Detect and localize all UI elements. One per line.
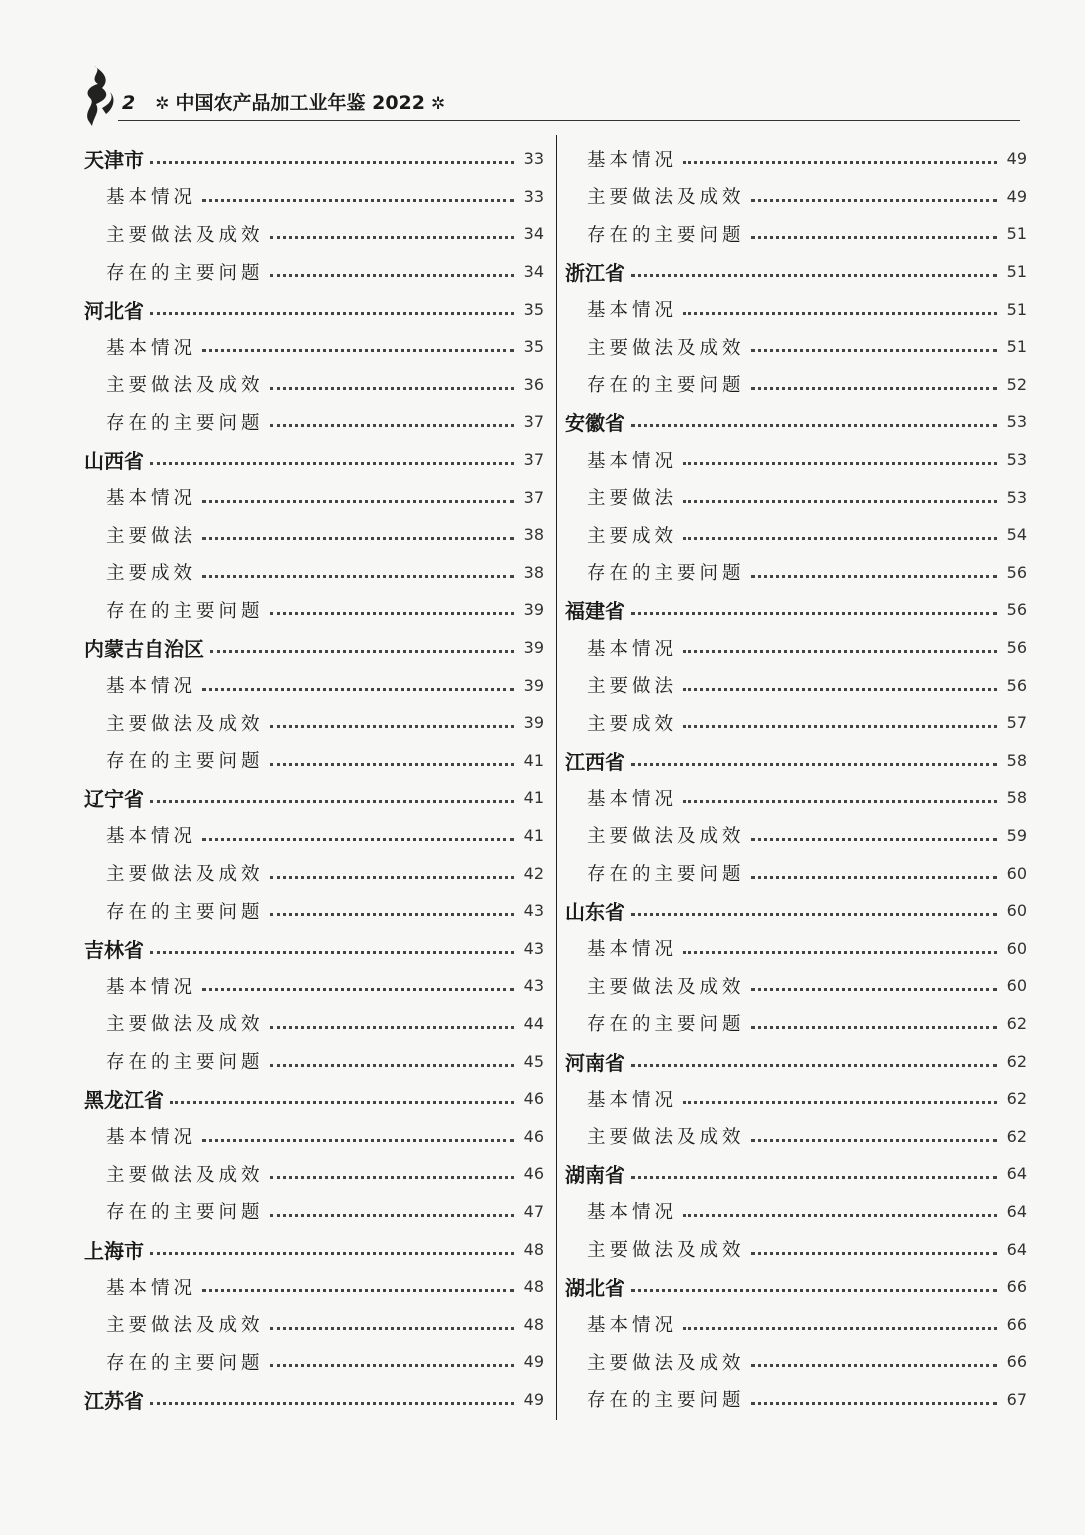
toc-subsection-entry[interactable] — [563, 1230, 1027, 1268]
toc-subsection-entry[interactable] — [563, 1381, 1027, 1419]
dot-leader — [150, 1252, 514, 1255]
toc-entry-title: 主要做法及成效 — [587, 337, 745, 359]
dot-leader — [631, 763, 997, 766]
toc-subsection-entry[interactable] — [82, 215, 544, 253]
toc-entry-page: 46 — [523, 1164, 544, 1184]
toc-entry-page: 60 — [1006, 938, 1027, 958]
dot-leader — [631, 612, 997, 615]
toc-entry-title: 存在的主要问题 — [106, 412, 264, 434]
toc-subsection-entry[interactable] — [82, 403, 544, 441]
toc-entry-page: 37 — [523, 450, 544, 470]
toc-subsection-entry[interactable] — [563, 328, 1027, 366]
toc-entry-title: 基本情况 — [587, 638, 678, 660]
toc-entry-page: 47 — [523, 1201, 544, 1221]
toc-subsection-entry[interactable] — [563, 854, 1027, 892]
toc-entry-title: 基本情况 — [106, 1277, 197, 1299]
dot-leader — [270, 387, 514, 390]
toc-entry-title: 基本情况 — [106, 337, 197, 359]
dot-leader — [751, 1402, 997, 1405]
toc-subsection-entry[interactable] — [82, 1305, 544, 1343]
toc-entry-page: 37 — [523, 412, 544, 432]
toc-entry-page: 64 — [1006, 1239, 1027, 1259]
toc-section-entry[interactable] — [82, 441, 544, 479]
dot-leader — [202, 1139, 514, 1142]
toc-subsection-entry[interactable] — [82, 967, 544, 1005]
toc-entry-title: 基本情况 — [106, 187, 197, 209]
toc-entry-title: 基本情况 — [106, 676, 197, 698]
toc-entry-page: 43 — [523, 938, 544, 958]
dot-leader — [683, 800, 997, 803]
toc-entry-title: 基本情况 — [587, 1089, 678, 1111]
toc-subsection-entry[interactable] — [82, 1268, 544, 1306]
dot-leader — [683, 161, 997, 164]
dot-leader — [631, 913, 997, 916]
toc-entry-page: 51 — [1006, 337, 1027, 357]
toc-subsection-entry[interactable] — [82, 892, 544, 930]
dot-leader — [150, 951, 514, 954]
toc-subsection-entry[interactable] — [82, 554, 544, 592]
dot-leader — [270, 612, 514, 615]
toc-entry-title: 主要做法及成效 — [587, 976, 745, 998]
dot-leader — [683, 650, 997, 653]
toc-entry-page: 48 — [523, 1314, 544, 1334]
book-logo-icon — [80, 64, 120, 128]
toc-entry-title: 主要做法及成效 — [106, 1315, 264, 1337]
toc-subsection-entry[interactable] — [82, 1155, 544, 1193]
dot-leader — [631, 1289, 997, 1292]
toc-entry-title: 上海市 — [84, 1238, 144, 1263]
dot-leader — [202, 199, 514, 202]
toc-subsection-entry[interactable] — [563, 779, 1027, 817]
book-title: 中国农产品加工业年鉴 2022 — [175, 92, 425, 114]
dot-leader — [751, 236, 997, 239]
dot-leader — [202, 688, 514, 691]
toc-subsection-entry[interactable] — [82, 516, 544, 554]
toc-subsection-entry[interactable] — [563, 215, 1027, 253]
toc-entry-page: 33 — [523, 186, 544, 206]
toc-entry-page: 53 — [1006, 487, 1027, 507]
toc-entry-page: 35 — [523, 299, 544, 319]
toc-section-entry[interactable] — [563, 403, 1027, 441]
toc-section-entry[interactable] — [82, 929, 544, 967]
toc-entry-page: 56 — [1006, 600, 1027, 620]
dot-leader — [683, 462, 997, 465]
toc-subsection-entry[interactable] — [563, 516, 1027, 554]
toc-entry-page: 39 — [523, 675, 544, 695]
toc-entry-title: 辽宁省 — [84, 787, 144, 812]
toc-subsection-entry[interactable] — [82, 478, 544, 516]
toc-section-entry[interactable] — [82, 1230, 544, 1268]
dot-leader — [683, 1327, 997, 1330]
toc-entry-title: 基本情况 — [587, 1202, 678, 1224]
toc-subsection-entry[interactable] — [82, 1343, 544, 1381]
toc-entry-title: 存在的主要问题 — [106, 751, 264, 773]
toc-entry-title: 主要做法及成效 — [106, 224, 264, 246]
toc-entry-page: 48 — [523, 1277, 544, 1297]
dot-leader — [270, 424, 514, 427]
toc-entry-page: 56 — [1006, 675, 1027, 695]
dot-leader — [631, 274, 997, 277]
toc-entry-title: 主要成效 — [587, 525, 678, 547]
toc-entry-title: 主要做法及成效 — [106, 713, 264, 735]
toc-entry-page: 56 — [1006, 562, 1027, 582]
dot-leader — [270, 1364, 514, 1367]
toc-entry-page: 54 — [1006, 525, 1027, 545]
toc-entry-page: 52 — [1006, 374, 1027, 394]
toc-entry-title: 天津市 — [84, 148, 144, 173]
dot-leader — [683, 537, 997, 540]
toc-entry-title: 基本情况 — [587, 1315, 678, 1337]
toc-entry-page: 43 — [523, 901, 544, 921]
toc-entry-page: 53 — [1006, 450, 1027, 470]
toc-subsection-entry[interactable] — [563, 1005, 1027, 1043]
toc-entry-page: 62 — [1006, 1051, 1027, 1071]
dot-leader — [683, 312, 997, 315]
toc-entry-page: 41 — [523, 825, 544, 845]
toc-subsection-entry[interactable] — [82, 704, 544, 742]
toc-subsection-entry[interactable] — [563, 554, 1027, 592]
dot-leader — [751, 349, 997, 352]
toc-entry-page: 48 — [523, 1239, 544, 1259]
dot-leader — [631, 1176, 997, 1179]
toc-entry-page: 59 — [1006, 825, 1027, 845]
toc-subsection-entry[interactable] — [82, 591, 544, 629]
toc-entry-title: 存在的主要问题 — [106, 1352, 264, 1374]
toc-entry-title: 湖南省 — [565, 1163, 625, 1188]
toc-entry-page: 49 — [1006, 149, 1027, 169]
toc-subsection-entry[interactable] — [563, 704, 1027, 742]
dot-leader — [150, 312, 514, 315]
dot-leader — [270, 1026, 514, 1029]
toc-entry-page: 39 — [523, 713, 544, 733]
dot-leader — [270, 1214, 514, 1217]
dot-leader — [202, 575, 514, 578]
toc-entry-page: 33 — [523, 149, 544, 169]
flower-ornament-icon: ✲ — [155, 94, 170, 114]
toc-entry-title: 内蒙古自治区 — [84, 637, 204, 662]
toc-entry-page: 66 — [1006, 1314, 1027, 1334]
toc-entry-page: 49 — [1006, 186, 1027, 206]
toc-subsection-entry[interactable] — [82, 854, 544, 892]
page-number: 2 — [122, 92, 136, 114]
toc-subsection-entry[interactable] — [82, 178, 544, 216]
toc-entry-page: 38 — [523, 562, 544, 582]
toc-entry-title: 主要做法 — [587, 488, 678, 510]
toc-entry-title: 主要做法及成效 — [106, 1014, 264, 1036]
toc-entry-page: 42 — [523, 863, 544, 883]
toc-entry-page: 41 — [523, 788, 544, 808]
toc-subsection-entry[interactable] — [82, 817, 544, 855]
toc-entry-title: 基本情况 — [106, 488, 197, 510]
toc-entry-page: 51 — [1006, 299, 1027, 319]
toc-entry-page: 34 — [523, 262, 544, 282]
toc-entry-title: 主要做法及成效 — [587, 187, 745, 209]
dot-leader — [631, 424, 997, 427]
dot-leader — [751, 838, 997, 841]
dot-leader — [202, 988, 514, 991]
toc-entry-page: 41 — [523, 750, 544, 770]
toc-subsection-entry[interactable] — [563, 441, 1027, 479]
toc-entry-title: 主要做法及成效 — [587, 826, 745, 848]
toc-entry-title: 基本情况 — [587, 939, 678, 961]
dot-leader — [683, 1101, 997, 1104]
toc-entry-title: 存在的主要问题 — [587, 1014, 745, 1036]
toc-entry-title: 湖北省 — [565, 1276, 625, 1301]
toc-entry-page: 60 — [1006, 863, 1027, 883]
toc-entry-page: 67 — [1006, 1389, 1027, 1409]
toc-section-entry[interactable] — [563, 742, 1027, 780]
toc-entry-page: 35 — [523, 337, 544, 357]
toc-section-entry[interactable] — [563, 1268, 1027, 1306]
toc-subsection-entry[interactable] — [82, 666, 544, 704]
toc-subsection-entry[interactable] — [82, 1117, 544, 1155]
toc-section-entry[interactable] — [82, 1381, 544, 1419]
toc-entry-title: 存在的主要问题 — [106, 1052, 264, 1074]
dot-leader — [270, 725, 514, 728]
toc-entry-page: 58 — [1006, 788, 1027, 808]
toc-section-entry[interactable] — [563, 1042, 1027, 1080]
toc-entry-title: 主要做法及成效 — [587, 1127, 745, 1149]
dot-leader — [270, 876, 514, 879]
dot-leader — [202, 537, 514, 540]
toc-section-entry[interactable] — [563, 1155, 1027, 1193]
flower-ornament-icon: ✲ — [430, 94, 446, 114]
column-divider — [556, 135, 557, 1420]
toc-entry-title: 存在的主要问题 — [587, 224, 745, 246]
toc-entry-title: 存在的主要问题 — [106, 1202, 264, 1224]
toc-entry-title: 存在的主要问题 — [106, 600, 264, 622]
header-rule — [118, 120, 1020, 121]
dot-leader — [631, 1064, 997, 1067]
toc-subsection-entry[interactable] — [563, 1343, 1027, 1381]
toc-section-entry[interactable] — [563, 892, 1027, 930]
dot-leader — [751, 1364, 997, 1367]
dot-leader — [210, 650, 514, 653]
toc-entry-title: 存在的主要问题 — [106, 901, 264, 923]
dot-leader — [751, 199, 997, 202]
page-header — [70, 62, 1070, 124]
dot-leader — [751, 575, 997, 578]
toc-entry-title: 山西省 — [84, 449, 144, 474]
toc-subsection-entry[interactable] — [563, 817, 1027, 855]
toc-entry-page: 44 — [523, 1013, 544, 1033]
dot-leader — [751, 1252, 997, 1255]
toc-entry-title: 黑龙江省 — [84, 1088, 164, 1113]
toc-entry-title: 安徽省 — [565, 411, 625, 436]
header-text — [122, 88, 451, 115]
toc-entry-page: 46 — [523, 1126, 544, 1146]
toc-entry-title: 基本情况 — [587, 788, 678, 810]
dot-leader — [270, 236, 514, 239]
dot-leader — [150, 800, 514, 803]
toc-entry-page: 43 — [523, 976, 544, 996]
dot-leader — [270, 763, 514, 766]
toc-entry-title: 福建省 — [565, 599, 625, 624]
toc-entry-page: 53 — [1006, 412, 1027, 432]
toc-subsection-entry[interactable] — [82, 1193, 544, 1231]
toc-section-entry[interactable] — [563, 253, 1027, 291]
toc-section-entry[interactable] — [82, 629, 544, 667]
toc-subsection-entry[interactable] — [563, 366, 1027, 404]
toc-entry-title: 江西省 — [565, 749, 625, 774]
toc-entry-page: 56 — [1006, 638, 1027, 658]
toc-entry-title: 河南省 — [565, 1050, 625, 1075]
toc-entry-title: 基本情况 — [106, 1127, 197, 1149]
toc-section-entry[interactable] — [82, 1080, 544, 1118]
toc-entry-page: 51 — [1006, 224, 1027, 244]
dot-leader — [202, 1289, 514, 1292]
toc-entry-page: 62 — [1006, 1013, 1027, 1033]
dot-leader — [683, 1214, 997, 1217]
toc-entry-title: 存在的主要问题 — [106, 262, 264, 284]
toc-entry-page: 60 — [1006, 901, 1027, 921]
toc-entry-title: 江苏省 — [84, 1388, 144, 1413]
toc-entry-title: 主要做法 — [587, 676, 678, 698]
toc-right-column — [563, 140, 1027, 1418]
dot-leader — [270, 274, 514, 277]
dot-leader — [683, 500, 997, 503]
toc-section-entry[interactable] — [82, 779, 544, 817]
toc-subsection-entry[interactable] — [82, 1005, 544, 1043]
toc-subsection-entry[interactable] — [82, 328, 544, 366]
dot-leader — [150, 161, 514, 164]
toc-subsection-entry[interactable] — [563, 1117, 1027, 1155]
dot-leader — [751, 1139, 997, 1142]
toc-entry-title: 存在的主要问题 — [587, 563, 745, 585]
toc-subsection-entry[interactable] — [563, 1080, 1027, 1118]
dot-leader — [170, 1101, 514, 1104]
dot-leader — [683, 951, 997, 954]
dot-leader — [150, 462, 514, 465]
toc-entry-page: 46 — [523, 1089, 544, 1109]
toc-subsection-entry[interactable] — [563, 666, 1027, 704]
dot-leader — [683, 725, 997, 728]
dot-leader — [202, 349, 514, 352]
dot-leader — [270, 1176, 514, 1179]
toc-subsection-entry[interactable] — [82, 253, 544, 291]
toc-entry-title: 主要做法及成效 — [106, 864, 264, 886]
toc-subsection-entry[interactable] — [563, 140, 1027, 178]
toc-entry-page: 34 — [523, 224, 544, 244]
toc-subsection-entry[interactable] — [563, 929, 1027, 967]
toc-entry-page: 39 — [523, 638, 544, 658]
toc-entry-title: 主要成效 — [587, 713, 678, 735]
toc-entry-title: 基本情况 — [106, 976, 197, 998]
toc-entry-title: 存在的主要问题 — [587, 375, 745, 397]
toc-entry-page: 49 — [523, 1352, 544, 1372]
toc-entry-title: 基本情况 — [587, 300, 678, 322]
toc-entry-title: 主要做法及成效 — [106, 375, 264, 397]
dot-leader — [751, 1026, 997, 1029]
dot-leader — [751, 387, 997, 390]
toc-entry-page: 60 — [1006, 976, 1027, 996]
toc-entry-title: 主要成效 — [106, 563, 197, 585]
dot-leader — [683, 688, 997, 691]
toc-entry-page: 38 — [523, 525, 544, 545]
toc-subsection-entry[interactable] — [82, 366, 544, 404]
toc-entry-page: 66 — [1006, 1277, 1027, 1297]
toc-entry-page: 58 — [1006, 750, 1027, 770]
toc-subsection-entry[interactable] — [563, 629, 1027, 667]
toc-subsection-entry[interactable] — [563, 478, 1027, 516]
toc-entry-page: 64 — [1006, 1201, 1027, 1221]
toc-entry-title: 主要做法及成效 — [587, 1240, 745, 1262]
dot-leader — [202, 838, 514, 841]
toc-left-column — [82, 140, 544, 1418]
dot-leader — [751, 876, 997, 879]
dot-leader — [202, 500, 514, 503]
toc-subsection-entry[interactable] — [82, 742, 544, 780]
toc-subsection-entry[interactable] — [563, 967, 1027, 1005]
toc-entry-title: 主要做法及成效 — [106, 1164, 264, 1186]
dot-leader — [751, 988, 997, 991]
dot-leader — [270, 1327, 514, 1330]
toc-entry-title: 吉林省 — [84, 937, 144, 962]
toc-entry-title: 存在的主要问题 — [587, 1390, 745, 1412]
toc-section-entry[interactable] — [82, 140, 544, 178]
toc-entry-page: 64 — [1006, 1164, 1027, 1184]
toc-entry-page: 39 — [523, 600, 544, 620]
toc-entry-title: 基本情况 — [587, 149, 678, 171]
toc-entry-page: 49 — [523, 1389, 544, 1409]
toc-entry-title: 主要做法 — [106, 525, 197, 547]
toc-entry-page: 66 — [1006, 1352, 1027, 1372]
dot-leader — [150, 1402, 514, 1405]
toc-subsection-entry[interactable] — [563, 290, 1027, 328]
toc-section-entry[interactable] — [563, 591, 1027, 629]
toc-entry-page: 51 — [1006, 262, 1027, 282]
toc-entry-page: 57 — [1006, 713, 1027, 733]
toc-entry-title: 山东省 — [565, 900, 625, 925]
toc-entry-title: 存在的主要问题 — [587, 864, 745, 886]
toc-entry-title: 浙江省 — [565, 261, 625, 286]
toc-subsection-entry[interactable] — [563, 1193, 1027, 1231]
toc-subsection-entry[interactable] — [563, 178, 1027, 216]
toc-entry-page: 37 — [523, 487, 544, 507]
toc-entry-title: 基本情况 — [106, 826, 197, 848]
dot-leader — [270, 913, 514, 916]
toc-subsection-entry[interactable] — [82, 1042, 544, 1080]
toc-entry-page: 36 — [523, 374, 544, 394]
toc-entry-page: 62 — [1006, 1089, 1027, 1109]
toc-entry-page: 62 — [1006, 1126, 1027, 1146]
toc-subsection-entry[interactable] — [563, 1305, 1027, 1343]
toc-section-entry[interactable] — [82, 290, 544, 328]
dot-leader — [270, 1064, 514, 1067]
toc-entry-title: 河北省 — [84, 298, 144, 323]
toc-entry-title: 基本情况 — [587, 450, 678, 472]
toc-entry-title: 主要做法及成效 — [587, 1352, 745, 1374]
toc-entry-page: 45 — [523, 1051, 544, 1071]
